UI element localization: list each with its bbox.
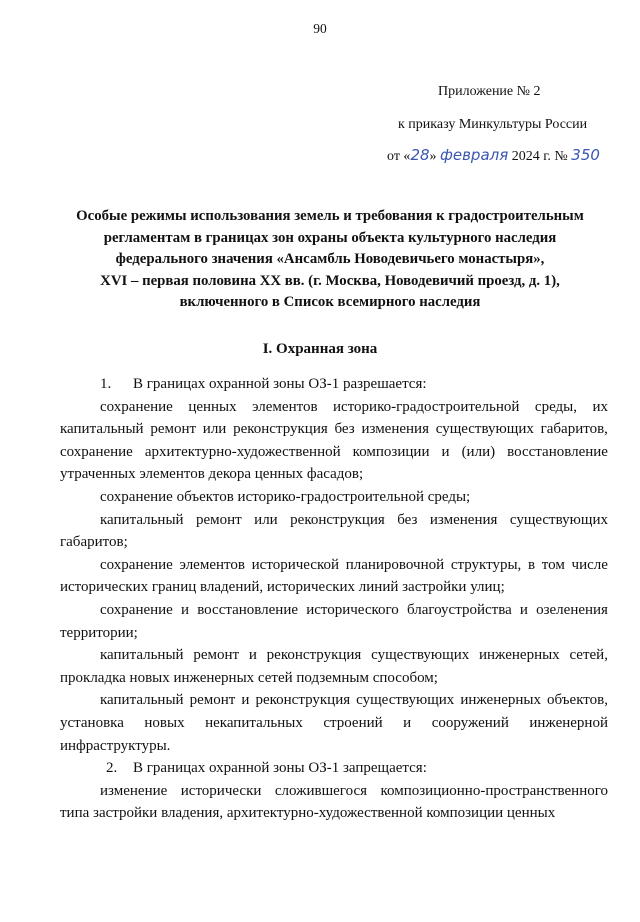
paragraph-line: утраченных элементов декора ценных фасадов; — [60, 466, 364, 483]
list-item-number-line — [60, 757, 608, 780]
item-number: 1. — [100, 376, 112, 392]
handwritten-number: 350 — [571, 146, 600, 164]
date-year: 2024 г. — [511, 149, 551, 164]
paragraph-line: сохранение архитектурно-художественной композиции и (или) восстановление — [60, 443, 608, 460]
title-line: регламентам в границах зон охраны объекта культурного наследия — [103, 229, 557, 246]
title-line: федерального значения «Ансамбль Новодевичьего монастыря», — [115, 251, 545, 267]
item2-paragraphs — [60, 780, 608, 825]
item-text: В границах охранной зоны ОЗ-1 запрещается: — [133, 760, 427, 777]
paragraph-line: капитальный ремонт или реконструкция без изменения существующих габаритов, — [60, 421, 608, 438]
document-body — [60, 373, 608, 825]
paragraph-line: установка новых некапитальных строений и сооружений инженерной — [60, 714, 608, 731]
handwritten-day: 28 — [410, 146, 430, 164]
paragraph-line: изменение исторически сложившегося композиционно-пространственного — [100, 782, 608, 799]
paragraph-line: территории; — [60, 624, 138, 641]
number-label: № — [554, 149, 568, 164]
paragraph-line: инфраструктуры. — [60, 737, 171, 754]
annex-date-line — [387, 146, 600, 165]
paragraph-line: сохранение ценных элементов историко-градостроительной среды, их — [100, 398, 608, 415]
handwritten-month: февраля — [440, 146, 509, 164]
title-line: XVI – первая половина XX вв. (г. Москва, Новодевичий проезд, д. 1), — [100, 272, 560, 289]
paragraph-line: прокладка новых инженерных сетей подземным способом; — [60, 669, 438, 686]
paragraph-line: исторических границ владений, исторических линий застройки улиц; — [60, 579, 505, 596]
annex-order-ref: к приказу Минкультуры России — [398, 117, 588, 132]
paragraph-line: капитальный ремонт и реконструкция существующих инженерных объектов, — [100, 692, 608, 709]
paragraph-line: капитальный ремонт и реконструкция существующих инженерных сетей, — [100, 647, 608, 664]
item-number: 2. — [106, 760, 118, 777]
paragraph-line: сохранение объектов историко-градостроительной среды; — [100, 488, 471, 505]
document-title — [60, 206, 600, 314]
title-line: включенного в Список всемирного наследия — [179, 294, 481, 310]
title-line: Особые режимы использования земель и требования к градостроительным — [76, 208, 584, 224]
paragraph-line: типа застройки владения, архитектурно-художественной композиции ценных — [60, 805, 556, 822]
date-close-quote: » — [429, 149, 437, 164]
paragraph-line: сохранение и восстановление исторического благоустройства и озеленения — [100, 601, 608, 618]
paragraph-line: габаритов; — [60, 534, 128, 551]
list-item-number-line — [60, 373, 608, 396]
annex-label: Приложение № 2 — [438, 84, 541, 99]
paragraph-line: капитальный ремонт или реконструкция без изменения существующих — [100, 511, 608, 528]
date-prefix: от « — [387, 149, 411, 164]
item1-paragraphs — [60, 396, 608, 758]
paragraph-line: сохранение элементов исторической планировочной структуры, в том числе — [100, 556, 608, 573]
page-number: 90 — [313, 21, 327, 36]
section-heading: I. Охранная зона — [262, 341, 378, 357]
item-text: В границах охранной зоны ОЗ-1 разрешается: — [133, 376, 427, 392]
